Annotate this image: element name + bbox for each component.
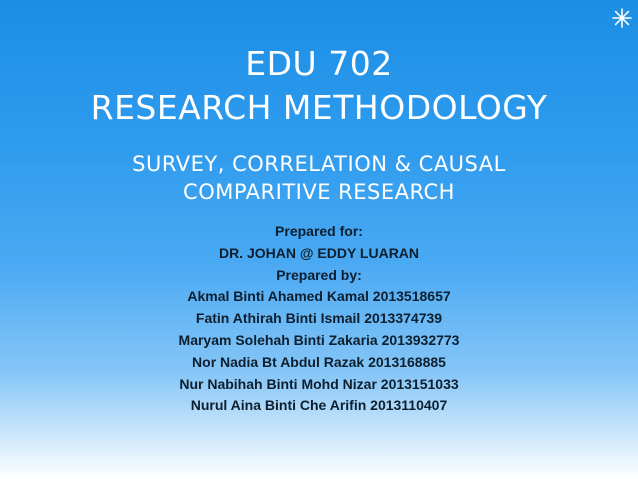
member-line: Maryam Solehah Binti Zakaria 2013932773 — [178, 331, 460, 348]
member-line: Nurul Aina Binti Che Arifin 2013110407 — [190, 397, 448, 414]
subtitle-line-2: COMPARITIVE RESEARCH — [183, 180, 455, 204]
member-line: Nur Nabihah Binti Mohd Nizar 2013151033 — [179, 375, 459, 392]
slide-title — [0, 42, 638, 130]
member-line: Nor Nadia Bt Abdul Razak 2013168885 — [192, 353, 446, 370]
prepared-for-name: DR. JOHAN @ EDDY LUARAN — [218, 244, 420, 261]
slide-subtitle — [0, 150, 638, 206]
sparkle-icon — [612, 8, 632, 28]
prepared-for-label: Prepared for: — [275, 223, 363, 239]
prepared-by-label: Prepared by: — [276, 266, 362, 283]
subtitle-line-1: SURVEY, CORRELATION & CAUSAL — [132, 152, 506, 176]
title-course-code: EDU 702 — [245, 44, 393, 83]
member-line: Fatin Athirah Binti Ismail 2013374739 — [195, 310, 443, 327]
title-course-name: RESEARCH METHODOLOGY — [90, 88, 548, 127]
member-line: Akmal Binti Ahamed Kamal 2013518657 — [187, 288, 451, 305]
credits — [0, 221, 638, 417]
